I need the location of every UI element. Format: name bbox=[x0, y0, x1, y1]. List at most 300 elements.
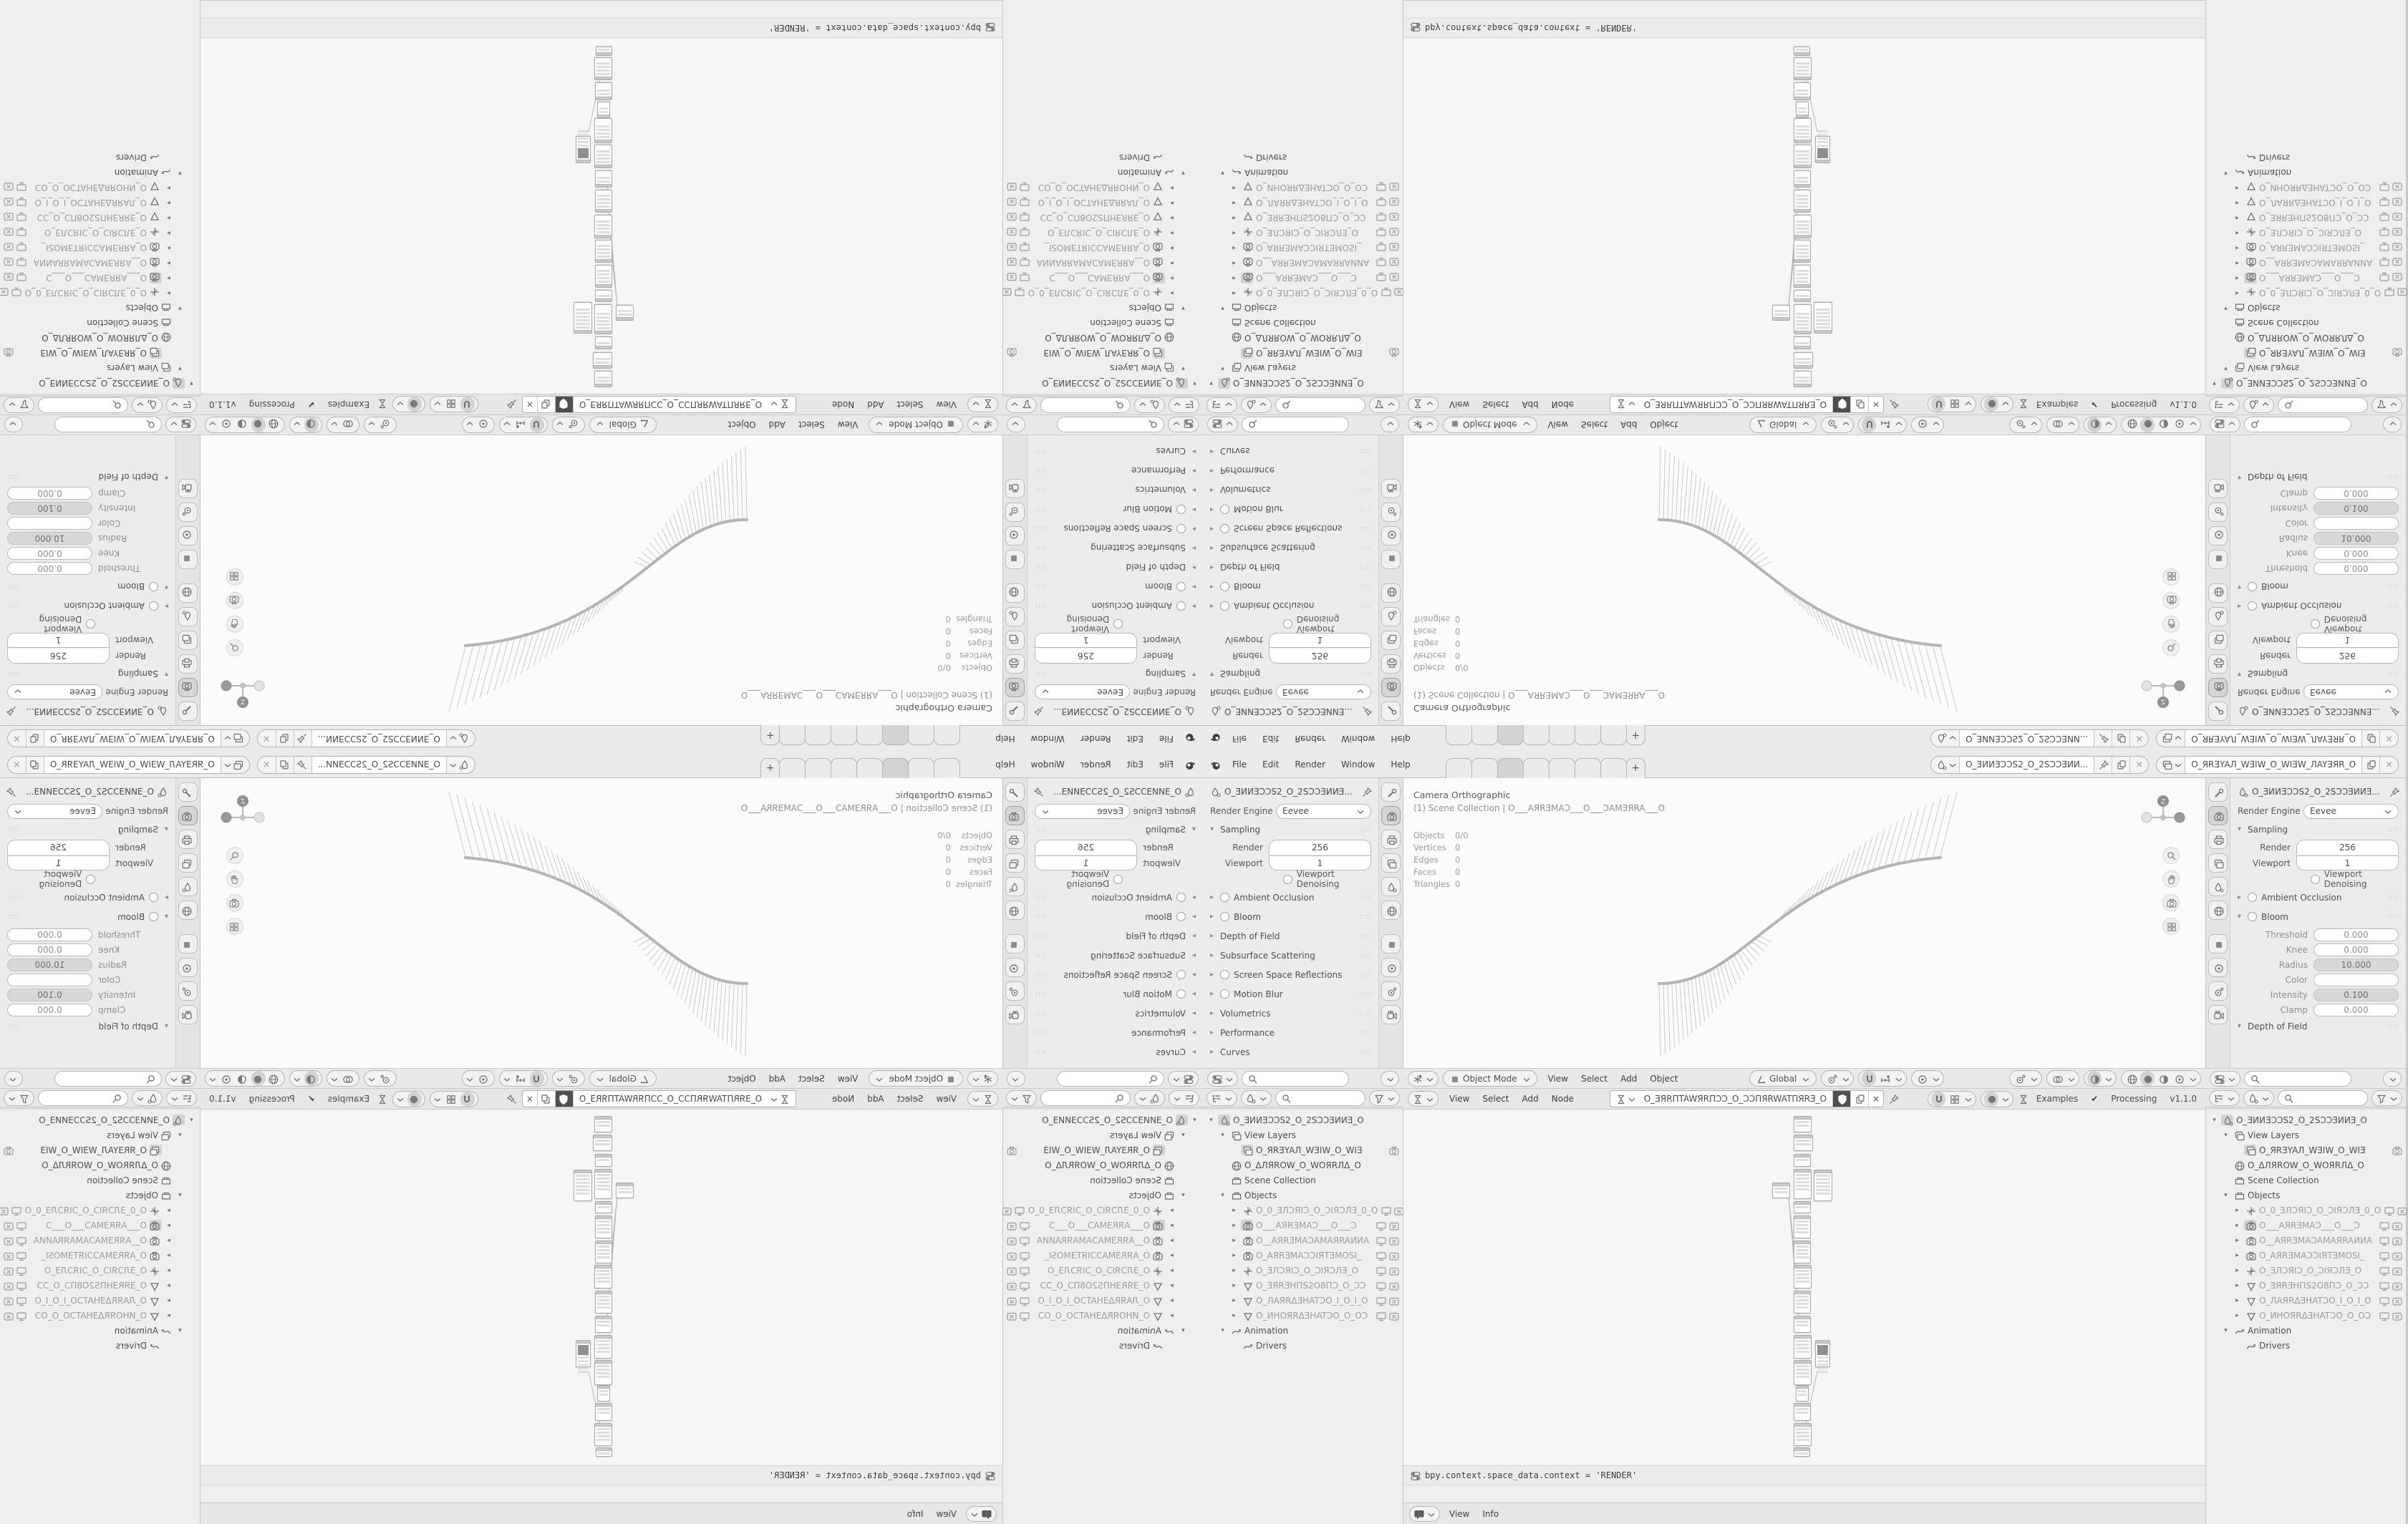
viewport-denoising-checkbox[interactable] bbox=[2311, 620, 2320, 629]
viewport-menu-select[interactable]: Select bbox=[798, 1073, 825, 1084]
tab-constraints[interactable] bbox=[178, 526, 198, 545]
snap-pivot-group[interactable] bbox=[552, 1070, 585, 1087]
section-checkbox[interactable] bbox=[1176, 989, 1186, 999]
workspace-tab-1[interactable] bbox=[1446, 726, 1472, 746]
outliner-scene-collection-row[interactable] bbox=[1206, 1173, 1400, 1188]
display-mode-dropdown[interactable] bbox=[1134, 398, 1165, 414]
node-tree-name[interactable]: O_ƎЯRПTAWЯRПƆƆ_O_ƆƆПЯRWATПЯRƎ_O bbox=[579, 399, 763, 409]
topbar-menu-file[interactable]: File bbox=[1159, 759, 1174, 770]
viewport-value-field[interactable]: 1 bbox=[2296, 633, 2399, 648]
display-mode-dropdown[interactable] bbox=[132, 1090, 163, 1106]
tab-view-layer[interactable] bbox=[178, 853, 198, 873]
node-box-15[interactable] bbox=[594, 118, 612, 143]
expand-caret[interactable]: ▸ bbox=[1232, 244, 1236, 252]
node-box-1[interactable] bbox=[594, 371, 612, 387]
copy-icon[interactable] bbox=[538, 397, 556, 412]
camera-view-icon[interactable] bbox=[226, 592, 243, 609]
section-curves[interactable] bbox=[1027, 442, 1203, 461]
node-box-8[interactable] bbox=[1794, 1215, 1811, 1238]
topbar-menu-file[interactable]: File bbox=[1159, 734, 1174, 744]
shading-mode-group[interactable] bbox=[205, 417, 285, 433]
expand-caret[interactable]: ▸ bbox=[167, 1281, 170, 1289]
viewlayer-name[interactable]: O_ЯRƎYAЛ_WƎIW_O_WIƎW_ЛAYƎЯR_O bbox=[44, 757, 221, 773]
workspace-tab-3[interactable] bbox=[882, 758, 909, 778]
outliner-scene-row[interactable] bbox=[1206, 1112, 1400, 1127]
expand-caret[interactable]: ▸ bbox=[1170, 229, 1174, 237]
overlays-toggle[interactable] bbox=[327, 1070, 359, 1087]
tab-tool[interactable] bbox=[178, 702, 198, 721]
navigation-gizmo[interactable] bbox=[2139, 662, 2187, 709]
outliner-view-layer-row[interactable] bbox=[2209, 346, 2403, 361]
section-depth-of-field[interactable] bbox=[0, 1016, 175, 1036]
tab-world[interactable] bbox=[2208, 901, 2228, 920]
section-performance[interactable] bbox=[1027, 1023, 1203, 1042]
section-motion-blur[interactable] bbox=[1203, 500, 1378, 519]
editor-type-button[interactable] bbox=[2210, 417, 2240, 433]
workspace-tab-6[interactable] bbox=[805, 758, 831, 778]
editor-type-button[interactable] bbox=[1169, 1090, 1199, 1106]
topbar-menu-window[interactable]: Window bbox=[1341, 734, 1375, 744]
tab-physics[interactable] bbox=[1381, 503, 1401, 522]
topbar-menu-edit[interactable]: Edit bbox=[1262, 759, 1280, 770]
viewport-menu-select[interactable]: Select bbox=[1581, 1073, 1608, 1084]
node-box-18[interactable] bbox=[1794, 57, 1812, 80]
tab-object[interactable] bbox=[2208, 550, 2228, 569]
outliner-world-row[interactable] bbox=[2209, 331, 2403, 346]
outliner-object-row[interactable] bbox=[1006, 1263, 1200, 1278]
node-editor-canvas[interactable] bbox=[200, 1110, 1002, 1466]
scene-selector[interactable] bbox=[257, 730, 475, 748]
expand-caret[interactable]: ▸ bbox=[2235, 1236, 2239, 1244]
bloom-clamp-field[interactable]: 0.000 bbox=[2313, 1004, 2399, 1016]
tab-world[interactable] bbox=[1381, 583, 1401, 603]
node-box-17[interactable] bbox=[1794, 1403, 1811, 1421]
expand-caret[interactable]: ▾ bbox=[1221, 1326, 1224, 1334]
editor-type-button[interactable] bbox=[165, 417, 196, 433]
pin-icon[interactable] bbox=[1888, 1094, 1898, 1104]
tab-output[interactable] bbox=[2208, 830, 2228, 849]
overlays-toggle[interactable] bbox=[2046, 1070, 2079, 1087]
tab-output[interactable] bbox=[178, 830, 198, 849]
section-subsurface-scattering[interactable] bbox=[1027, 538, 1203, 558]
tab-scene[interactable] bbox=[1381, 877, 1401, 896]
outliner-object-row[interactable] bbox=[3, 210, 197, 225]
viewport-denoising-checkbox[interactable] bbox=[1113, 875, 1123, 884]
node-box-12[interactable] bbox=[595, 1316, 612, 1333]
node-box-13[interactable] bbox=[1794, 1335, 1812, 1359]
node-box-19[interactable] bbox=[1794, 47, 1810, 56]
copy-icon[interactable] bbox=[26, 731, 44, 747]
workspace-tab-2[interactable] bbox=[908, 726, 934, 746]
node-box-9[interactable] bbox=[595, 1241, 612, 1263]
outliner-object-row[interactable] bbox=[2209, 1203, 2403, 1218]
section-volumetrics[interactable] bbox=[1027, 1004, 1203, 1023]
expand-caret[interactable]: ▾ bbox=[1221, 169, 1224, 177]
section-motion-blur[interactable] bbox=[1203, 984, 1378, 1004]
tab-render[interactable] bbox=[1005, 678, 1025, 697]
node-box-2[interactable] bbox=[1794, 352, 1813, 369]
outliner-drivers-row[interactable] bbox=[1006, 150, 1200, 165]
tab-tool[interactable] bbox=[1381, 702, 1401, 721]
expand-caret[interactable]: ▸ bbox=[1170, 1296, 1174, 1304]
tab-view-layer[interactable] bbox=[1005, 631, 1025, 650]
outliner-object-row[interactable] bbox=[1006, 1203, 1200, 1218]
topbar-menu-file[interactable]: File bbox=[1232, 734, 1247, 744]
expand-caret[interactable]: ▾ bbox=[1221, 304, 1224, 312]
node-box-18[interactable] bbox=[1794, 1423, 1812, 1446]
tab-scene[interactable] bbox=[178, 607, 198, 626]
properties-search-input[interactable] bbox=[2244, 1071, 2351, 1087]
bloom-knee-field[interactable]: 0.000 bbox=[2313, 943, 2399, 956]
expand-caret[interactable]: ▸ bbox=[167, 1311, 170, 1319]
workspace-tab-3[interactable] bbox=[882, 726, 909, 746]
examples-menu[interactable]: Examples bbox=[2036, 399, 2079, 409]
workspace-tab-7[interactable] bbox=[779, 726, 806, 746]
outliner-view-layers-row[interactable] bbox=[3, 361, 197, 376]
node-box-10[interactable] bbox=[1794, 215, 1812, 238]
viewlayer-selector[interactable] bbox=[2156, 756, 2399, 774]
node-box-4[interactable] bbox=[1794, 1169, 1812, 1199]
expand-caret[interactable]: ▾ bbox=[1181, 1326, 1185, 1334]
outliner-object-row[interactable] bbox=[2209, 180, 2403, 195]
gizmos-toggle[interactable] bbox=[364, 1070, 397, 1087]
expand-caret[interactable]: ▾ bbox=[2224, 1131, 2228, 1139]
shading-solid-icon[interactable] bbox=[2140, 417, 2155, 432]
node-menu-add[interactable]: Add bbox=[1522, 399, 1539, 409]
viewport-3d[interactable] bbox=[200, 778, 1002, 1068]
mode-dropdown[interactable] bbox=[1443, 417, 1537, 433]
node-box-4[interactable] bbox=[594, 304, 612, 334]
properties-search-input[interactable] bbox=[1242, 1071, 1349, 1087]
expand-caret[interactable]: ▸ bbox=[2235, 1296, 2239, 1304]
outliner-objects-row[interactable] bbox=[1206, 1188, 1400, 1203]
outliner-object-row[interactable] bbox=[1006, 1218, 1200, 1233]
bloom-threshold-field[interactable]: 0.000 bbox=[7, 928, 92, 941]
section-screen-space-reflections[interactable] bbox=[1027, 519, 1203, 538]
workspace-tab-5[interactable] bbox=[1549, 758, 1575, 778]
tab-output[interactable] bbox=[1005, 654, 1025, 674]
outliner-drivers-row[interactable] bbox=[2209, 1338, 2403, 1353]
ortho-grid-icon[interactable] bbox=[226, 918, 243, 935]
node-box-3[interactable] bbox=[595, 336, 612, 349]
node-box-3[interactable] bbox=[1794, 1154, 1811, 1167]
info-log-line[interactable]: bpy.context.space_data.context = 'RENDER' bbox=[1425, 23, 1638, 33]
editor-type-button[interactable] bbox=[1207, 1071, 1238, 1087]
section-ambient-occlusion[interactable] bbox=[2230, 888, 2406, 907]
outliner-scene-collection-row[interactable] bbox=[3, 1173, 197, 1188]
outliner-view-layer-row[interactable] bbox=[3, 346, 197, 361]
topbar-menu-file[interactable]: File bbox=[1232, 759, 1247, 770]
section-checkbox[interactable] bbox=[1176, 893, 1186, 902]
editor-type-button[interactable] bbox=[1408, 397, 1438, 412]
section-checkbox[interactable] bbox=[1176, 912, 1186, 921]
expand-caret[interactable]: ▸ bbox=[2235, 244, 2239, 252]
node-overlay-toggle[interactable] bbox=[1981, 1091, 2013, 1107]
node-box-16[interactable] bbox=[1796, 1385, 1809, 1402]
close-icon[interactable]: × bbox=[523, 1091, 538, 1107]
options-dropdown[interactable] bbox=[2383, 1071, 2402, 1087]
outliner-object-row[interactable] bbox=[1206, 210, 1400, 225]
node-box-12[interactable] bbox=[595, 170, 612, 188]
orientation-dropdown[interactable] bbox=[1749, 417, 1817, 433]
node-menu-select[interactable]: Select bbox=[1482, 1094, 1509, 1104]
pan-hand-icon[interactable] bbox=[2162, 870, 2180, 888]
section-depth-of-field[interactable] bbox=[1203, 558, 1378, 577]
node-box-11[interactable] bbox=[1794, 190, 1811, 213]
expand-caret[interactable]: ▸ bbox=[167, 259, 170, 267]
expand-caret[interactable]: ▸ bbox=[1232, 199, 1236, 207]
node-menu-add[interactable]: Add bbox=[1522, 1094, 1539, 1104]
render-value-field[interactable]: 256 bbox=[1269, 840, 1371, 855]
add-workspace-tab[interactable]: + bbox=[760, 758, 780, 778]
viewport-value-field[interactable]: 1 bbox=[7, 855, 110, 870]
magnet-icon[interactable] bbox=[1862, 1071, 1876, 1086]
expand-caret[interactable]: ▾ bbox=[2224, 1191, 2228, 1199]
expand-caret[interactable]: ▸ bbox=[1232, 1206, 1236, 1214]
outliner-objects-row[interactable] bbox=[1206, 301, 1400, 316]
viewport-denoising-checkbox[interactable] bbox=[86, 620, 95, 629]
gizmos-toggle[interactable] bbox=[2009, 417, 2042, 433]
scene-name[interactable]: O_ƎИИƎƆƆS2_O_2SƆƆƎИИ... bbox=[311, 757, 447, 773]
expand-caret[interactable]: ▾ bbox=[178, 169, 182, 177]
expand-caret[interactable]: ▸ bbox=[1232, 1236, 1236, 1244]
node-editor-canvas[interactable] bbox=[200, 37, 1002, 394]
tab-physics[interactable] bbox=[1381, 981, 1401, 1001]
outliner-scene-collection-row[interactable] bbox=[1206, 316, 1400, 331]
outliner-animation-row[interactable] bbox=[3, 165, 197, 180]
outliner-scene-collection-row[interactable] bbox=[2209, 1173, 2403, 1188]
outliner-object-row[interactable] bbox=[1006, 241, 1200, 256]
outliner-drivers-row[interactable] bbox=[3, 1338, 197, 1353]
section-ambient-occlusion[interactable] bbox=[2230, 596, 2406, 616]
section-performance[interactable] bbox=[1027, 461, 1203, 480]
filter-button[interactable] bbox=[1369, 1090, 1400, 1106]
snap-pivot-group[interactable] bbox=[1821, 1070, 1854, 1087]
node-box-5[interactable] bbox=[1814, 1170, 1832, 1201]
editor-type-button[interactable] bbox=[1207, 417, 1238, 433]
tab-object-data[interactable] bbox=[1381, 1005, 1401, 1024]
node-box-13[interactable] bbox=[594, 1335, 612, 1359]
editor-type-button[interactable] bbox=[967, 417, 998, 433]
add-workspace-tab[interactable]: + bbox=[1626, 726, 1645, 746]
expand-caret[interactable]: ▾ bbox=[1181, 169, 1185, 177]
tab-render[interactable] bbox=[178, 678, 198, 697]
node-box-6[interactable] bbox=[616, 305, 634, 321]
outliner-view-layers-row[interactable] bbox=[1206, 361, 1400, 376]
outliner-view-layers-row[interactable] bbox=[2209, 361, 2403, 376]
fake-user-shield-icon[interactable] bbox=[1832, 397, 1850, 412]
outliner-object-row[interactable] bbox=[3, 1308, 197, 1323]
close-icon[interactable]: × bbox=[13, 759, 21, 770]
scene-selector[interactable] bbox=[1930, 756, 2149, 774]
topbar-menu-help[interactable]: Help bbox=[1391, 734, 1411, 744]
expand-caret[interactable]: ▸ bbox=[2235, 184, 2239, 192]
display-mode-dropdown[interactable] bbox=[2243, 398, 2274, 414]
copy-icon[interactable] bbox=[26, 757, 44, 773]
expand-caret[interactable]: ▸ bbox=[1232, 229, 1236, 237]
workspace-tab-4[interactable] bbox=[856, 726, 883, 746]
sampling-section-header[interactable] bbox=[1203, 664, 1378, 684]
section-checkbox[interactable] bbox=[2248, 582, 2257, 591]
outliner-search-input[interactable] bbox=[2278, 398, 2368, 414]
expand-caret[interactable]: ▸ bbox=[1170, 184, 1174, 192]
section-ambient-occlusion[interactable] bbox=[0, 596, 175, 616]
editor-type-button[interactable] bbox=[2210, 1071, 2240, 1087]
zoom-icon[interactable] bbox=[2162, 847, 2180, 864]
close-icon[interactable]: × bbox=[262, 733, 271, 744]
editor-type-button[interactable] bbox=[1409, 1506, 1440, 1522]
section-checkbox[interactable] bbox=[2248, 912, 2257, 921]
outliner-object-row[interactable] bbox=[2209, 241, 2403, 256]
tab-render[interactable] bbox=[1381, 806, 1401, 825]
node-menu-add[interactable]: Add bbox=[867, 399, 884, 409]
node-box-13[interactable] bbox=[594, 145, 612, 168]
node-menu-node[interactable]: Node bbox=[831, 399, 855, 409]
outliner-object-row[interactable] bbox=[1006, 1278, 1200, 1293]
shading-mode-group[interactable] bbox=[2121, 1070, 2201, 1087]
outliner-animation-row[interactable] bbox=[1206, 165, 1400, 180]
tab-constraints[interactable] bbox=[1005, 958, 1025, 977]
orientation-dropdown[interactable] bbox=[589, 417, 657, 433]
mode-dropdown[interactable] bbox=[869, 1070, 963, 1087]
tab-object[interactable] bbox=[2208, 934, 2228, 953]
display-mode-dropdown[interactable] bbox=[1241, 1090, 1272, 1106]
node-box-6[interactable] bbox=[1772, 305, 1790, 321]
proportional-edit-group[interactable] bbox=[462, 1070, 495, 1087]
bloom-threshold-field[interactable]: 0.000 bbox=[2313, 563, 2399, 576]
expand-caret[interactable]: ▾ bbox=[2224, 169, 2228, 177]
node-menu-view[interactable]: View bbox=[936, 1094, 957, 1104]
section-depth-of-field[interactable] bbox=[1027, 926, 1203, 946]
node-box-17[interactable] bbox=[1794, 82, 1811, 100]
section-bloom[interactable] bbox=[1203, 907, 1378, 926]
bloom-intensity-field[interactable]: 0.100 bbox=[7, 503, 92, 515]
expand-caret[interactable]: ▸ bbox=[1170, 244, 1174, 252]
outliner-object-row[interactable] bbox=[1206, 1218, 1400, 1233]
info-menu-info[interactable]: Info bbox=[1482, 1508, 1499, 1519]
viewport-value-field[interactable]: 1 bbox=[1035, 633, 1137, 648]
outliner-object-row[interactable] bbox=[1006, 1233, 1200, 1248]
outliner-scene-row[interactable] bbox=[2209, 376, 2403, 391]
shading-wireframe-icon[interactable] bbox=[2124, 1071, 2139, 1086]
render-value-field[interactable]: 256 bbox=[1035, 649, 1137, 664]
render-value-field[interactable]: 256 bbox=[2296, 649, 2399, 664]
render-engine-dropdown[interactable] bbox=[1276, 804, 1371, 819]
display-mode-dropdown[interactable] bbox=[132, 398, 163, 414]
shading-rendered-icon[interactable] bbox=[2172, 1071, 2186, 1086]
viewport-value-field[interactable]: 1 bbox=[7, 633, 110, 648]
node-box-9[interactable] bbox=[1794, 240, 1811, 263]
node-snapping-group[interactable] bbox=[1928, 397, 1976, 413]
expand-caret[interactable]: ▸ bbox=[2235, 199, 2239, 207]
bloom-radius-field[interactable]: 10.000 bbox=[7, 533, 92, 545]
viewport-denoising-checkbox[interactable] bbox=[2311, 875, 2320, 884]
section-ambient-occlusion[interactable] bbox=[1203, 888, 1378, 907]
properties-search-input[interactable] bbox=[1242, 417, 1349, 433]
snapping-group[interactable] bbox=[499, 417, 548, 433]
section-screen-space-reflections[interactable] bbox=[1027, 965, 1203, 984]
section-curves[interactable] bbox=[1203, 442, 1378, 461]
viewport-3d[interactable] bbox=[1403, 435, 2205, 725]
node-snapping-group[interactable] bbox=[430, 397, 478, 413]
editor-type-button[interactable] bbox=[967, 1071, 998, 1087]
expand-caret[interactable]: ▸ bbox=[1170, 1206, 1174, 1214]
tab-physics[interactable] bbox=[1005, 981, 1025, 1001]
expand-caret[interactable]: ▸ bbox=[2235, 1206, 2239, 1214]
sampling-section-header[interactable] bbox=[1027, 820, 1203, 839]
node-box-7[interactable] bbox=[1794, 1201, 1811, 1213]
node-overlay-toggle[interactable] bbox=[392, 397, 425, 413]
expand-caret[interactable]: ▸ bbox=[167, 1251, 170, 1259]
properties-search-input[interactable] bbox=[2244, 417, 2351, 433]
expand-caret[interactable]: ▸ bbox=[1232, 1311, 1236, 1319]
scene-name[interactable]: O_ƎИИƎƆƆS2_O_2SƆƆƎИИ... bbox=[311, 731, 447, 747]
node-box-14[interactable] bbox=[576, 1340, 591, 1367]
outliner-scene-row[interactable] bbox=[3, 1112, 197, 1127]
tab-physics[interactable] bbox=[2208, 981, 2228, 1001]
outliner-scene-collection-row[interactable] bbox=[3, 316, 197, 331]
tab-tool[interactable] bbox=[1005, 782, 1025, 802]
outliner-world-row[interactable] bbox=[1006, 331, 1200, 346]
outliner-view-layer-row[interactable] bbox=[2209, 1142, 2403, 1157]
properties-search-input[interactable] bbox=[54, 417, 162, 433]
node-box-11[interactable] bbox=[1794, 1291, 1811, 1314]
tab-scene[interactable] bbox=[1381, 607, 1401, 626]
section-volumetrics[interactable] bbox=[1203, 480, 1378, 500]
outliner-animation-row[interactable] bbox=[2209, 1323, 2403, 1338]
topbar-menu-window[interactable]: Window bbox=[1030, 734, 1065, 744]
editor-type-button[interactable] bbox=[966, 1506, 997, 1522]
expand-caret[interactable]: ▾ bbox=[1193, 1116, 1196, 1124]
pin-icon[interactable] bbox=[2094, 731, 2112, 747]
expand-caret[interactable]: ▸ bbox=[1232, 1281, 1236, 1289]
section-checkbox[interactable] bbox=[149, 893, 158, 902]
node-box-15[interactable] bbox=[1794, 118, 1812, 143]
viewlayer-selector[interactable] bbox=[7, 730, 250, 748]
viewport-denoising-checkbox[interactable] bbox=[86, 875, 95, 884]
outliner-drivers-row[interactable] bbox=[1006, 1338, 1200, 1353]
expand-caret[interactable]: ▾ bbox=[190, 379, 193, 387]
expand-caret[interactable]: ▾ bbox=[178, 1326, 182, 1334]
topbar-menu-help[interactable]: Help bbox=[995, 734, 1015, 744]
outliner-search-input[interactable] bbox=[38, 398, 128, 414]
section-checkbox[interactable] bbox=[1220, 989, 1229, 999]
render-value-field[interactable]: 256 bbox=[7, 649, 110, 664]
section-checkbox[interactable] bbox=[2248, 893, 2257, 902]
outliner-object-row[interactable] bbox=[3, 286, 197, 301]
node-box-5[interactable] bbox=[574, 302, 592, 334]
expand-caret[interactable]: ▸ bbox=[2235, 1251, 2239, 1259]
options-dropdown[interactable] bbox=[4, 1071, 23, 1087]
tab-scene[interactable] bbox=[178, 877, 198, 896]
tab-world[interactable] bbox=[178, 583, 198, 603]
filter-button[interactable] bbox=[1006, 1090, 1037, 1106]
orientation-dropdown[interactable] bbox=[589, 1070, 657, 1087]
bloom-clamp-field[interactable]: 0.000 bbox=[2313, 487, 2399, 500]
node-tree-name[interactable]: O_ƎЯRПTAWЯRПƆƆ_O_ƆƆПЯRWATПЯRƎ_O bbox=[579, 1094, 763, 1104]
outliner-object-row[interactable] bbox=[3, 1293, 197, 1308]
section-subsurface-scattering[interactable] bbox=[1203, 538, 1378, 558]
expand-caret[interactable]: ▸ bbox=[1232, 274, 1236, 282]
filter-button[interactable] bbox=[2371, 398, 2402, 414]
outliner-world-row[interactable] bbox=[1206, 1157, 1400, 1173]
outliner-object-row[interactable] bbox=[1006, 1293, 1200, 1308]
section-checkbox[interactable] bbox=[149, 582, 158, 591]
viewport-menu-object[interactable]: Object bbox=[1650, 419, 1678, 430]
node-menu-select[interactable]: Select bbox=[896, 399, 924, 409]
outliner-object-row[interactable] bbox=[1006, 1248, 1200, 1263]
outliner-object-row[interactable] bbox=[1206, 1248, 1400, 1263]
